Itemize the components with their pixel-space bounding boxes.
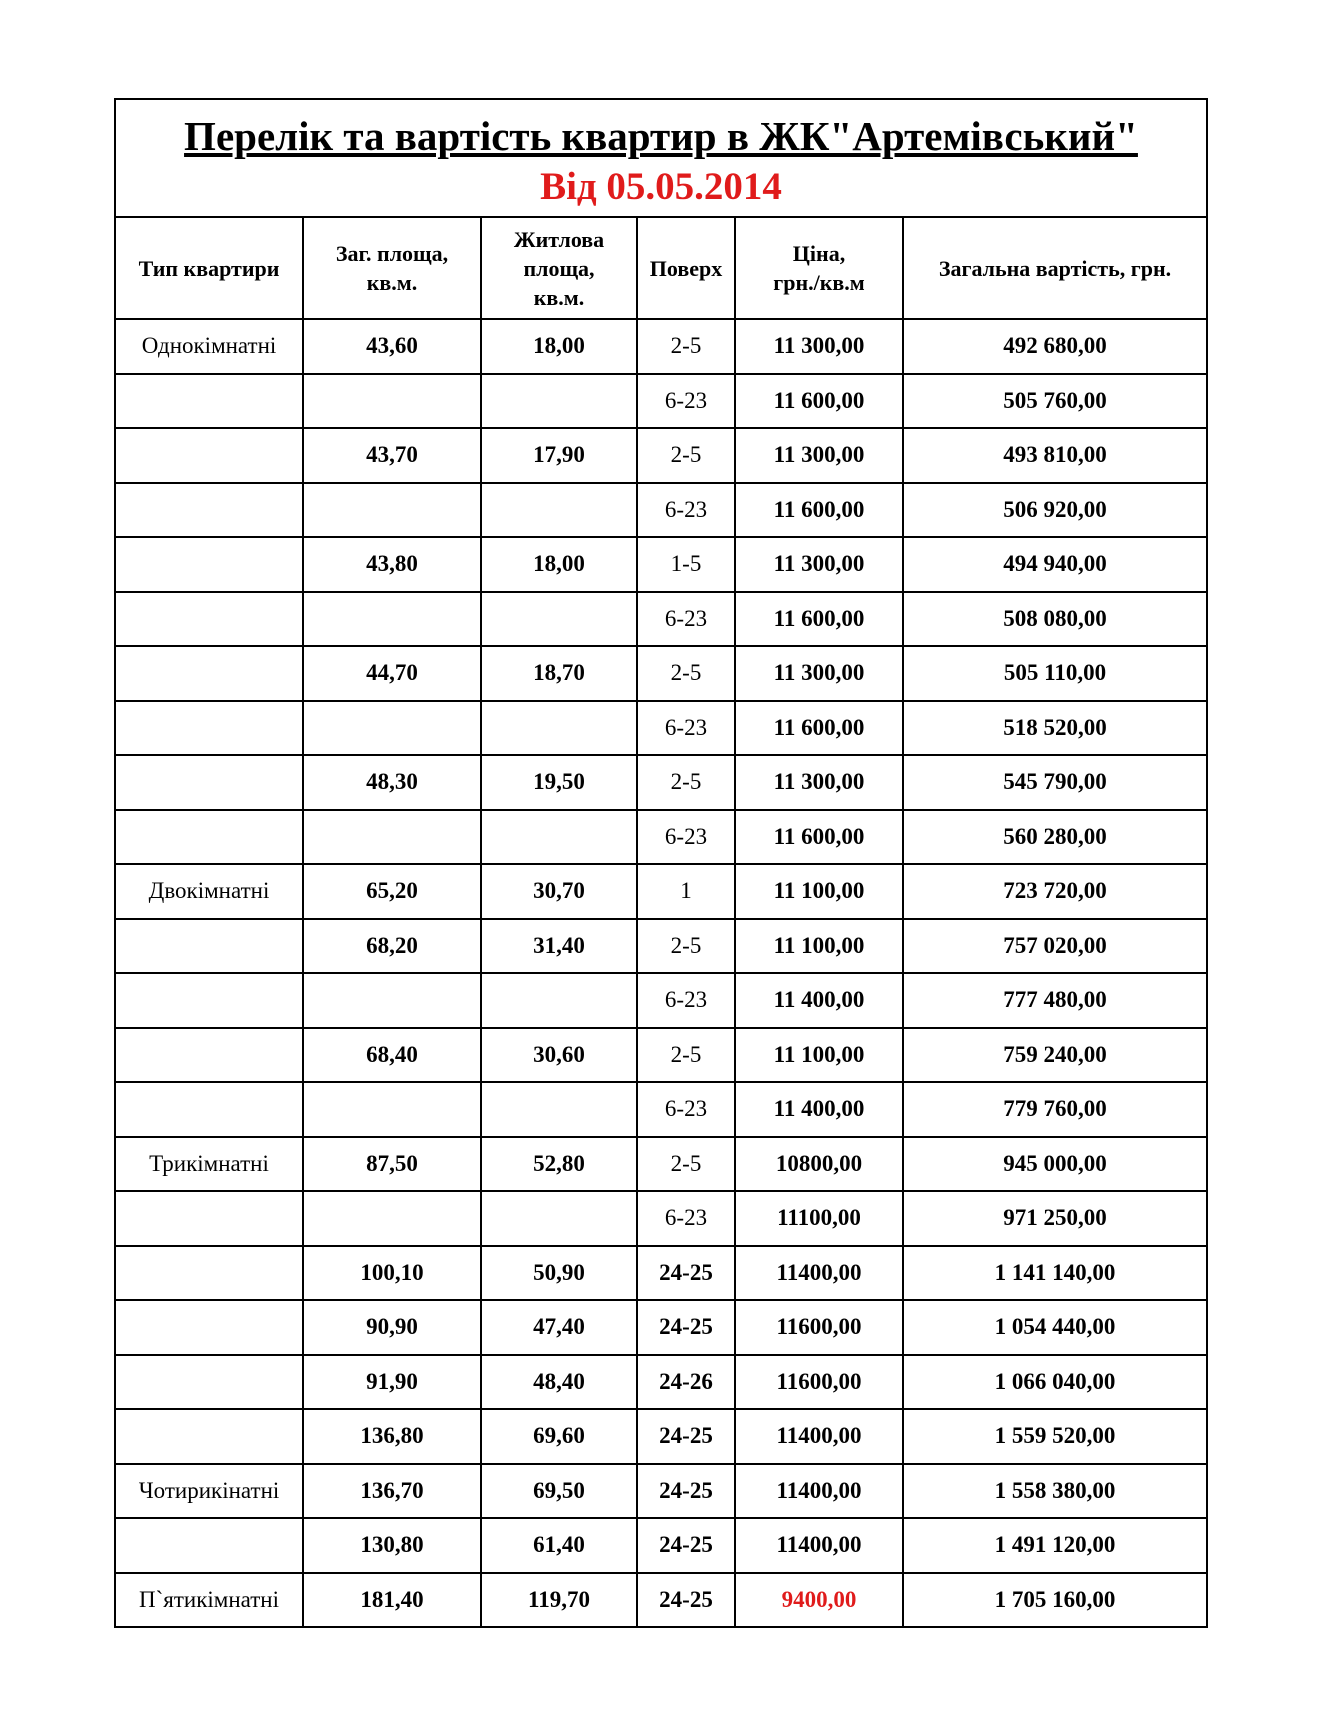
cell-total-area: 181,40 [303,1573,481,1627]
cell-floor: 2-5 [637,1028,735,1083]
cell-total-area [303,592,481,647]
cell-total-cost: 493 810,00 [903,428,1206,483]
cell-living-area: 30,70 [481,864,637,919]
cell-living-area [481,483,637,538]
table-row [116,919,1206,974]
table-row [116,374,1206,429]
cell-apartment-type [116,646,303,701]
cell-floor: 24-25 [637,1300,735,1355]
cell-apartment-type [116,1300,303,1355]
cell-total-cost: 560 280,00 [903,810,1206,865]
cell-total-area: 65,20 [303,864,481,919]
cell-floor: 2-5 [637,319,735,374]
table-row [116,319,1206,374]
cell-total-area: 136,70 [303,1464,481,1519]
cell-apartment-type [116,755,303,810]
header-floor: Поверх [637,218,735,319]
cell-floor: 6-23 [637,701,735,756]
cell-floor: 2-5 [637,755,735,810]
cell-apartment-type [116,1409,303,1464]
cell-total-area: 87,50 [303,1137,481,1192]
cell-apartment-type: Двокімнатні [116,864,303,919]
cell-floor: 6-23 [637,1191,735,1246]
cell-total-area: 44,70 [303,646,481,701]
cell-apartment-type [116,1191,303,1246]
document-title: Перелік та вартість квартир в ЖК"Артемівський" [184,113,1138,159]
cell-price: 11 100,00 [735,1028,903,1083]
table-row [116,1300,1206,1355]
cell-price: 11400,00 [735,1246,903,1301]
table-row [116,1464,1206,1519]
cell-living-area: 50,90 [481,1246,637,1301]
cell-total-cost: 1 558 380,00 [903,1464,1206,1519]
price-sheet [114,98,1208,1628]
header-price: Ціна, грн./кв.м [735,218,903,319]
cell-price: 10800,00 [735,1137,903,1192]
cell-total-cost: 777 480,00 [903,973,1206,1028]
table-row [116,1573,1206,1627]
cell-total-cost: 494 940,00 [903,537,1206,592]
cell-floor: 24-25 [637,1409,735,1464]
cell-living-area: 119,70 [481,1573,637,1627]
header-total-cost: Загальна вартість, грн. [903,218,1206,319]
cell-total-cost: 757 020,00 [903,919,1206,974]
cell-living-area [481,973,637,1028]
cell-total-cost: 505 760,00 [903,374,1206,429]
cell-floor: 6-23 [637,374,735,429]
cell-total-area: 43,70 [303,428,481,483]
cell-floor: 2-5 [637,646,735,701]
cell-price: 11100,00 [735,1191,903,1246]
cell-total-cost: 759 240,00 [903,1028,1206,1083]
cell-floor: 24-26 [637,1355,735,1410]
cell-total-cost: 505 110,00 [903,646,1206,701]
cell-floor: 24-25 [637,1573,735,1627]
cell-price: 11 400,00 [735,973,903,1028]
cell-apartment-type [116,1082,303,1137]
cell-total-area: 90,90 [303,1300,481,1355]
cell-total-area: 68,20 [303,919,481,974]
table-row [116,1355,1206,1410]
cell-living-area: 52,80 [481,1137,637,1192]
cell-total-cost: 971 250,00 [903,1191,1206,1246]
cell-apartment-type [116,1246,303,1301]
cell-apartment-type [116,701,303,756]
cell-total-area [303,483,481,538]
cell-apartment-type [116,810,303,865]
cell-living-area: 69,60 [481,1409,637,1464]
cell-floor: 2-5 [637,919,735,974]
cell-total-cost: 723 720,00 [903,864,1206,919]
cell-floor: 2-5 [637,428,735,483]
cell-living-area [481,592,637,647]
cell-living-area: 61,40 [481,1518,637,1573]
cell-living-area: 18,70 [481,646,637,701]
cell-apartment-type [116,1355,303,1410]
cell-apartment-type [116,919,303,974]
cell-total-area [303,374,481,429]
cell-living-area: 18,00 [481,537,637,592]
header-living-area: Житлова площа, кв.м. [481,218,637,319]
cell-price: 11 300,00 [735,755,903,810]
cell-living-area [481,374,637,429]
cell-floor: 6-23 [637,592,735,647]
cell-total-cost: 1 705 160,00 [994,1586,1116,1612]
cell-total-area [303,701,481,756]
cell-floor: 6-23 [637,1082,735,1137]
cell-total-area: 91,90 [303,1355,481,1410]
cell-floor: 6-23 [637,973,735,1028]
cell-apartment-type [116,1028,303,1083]
cell-floor: 24-25 [637,1464,735,1519]
cell-apartment-type [116,1518,303,1573]
cell-total-cost: 1 559 520,00 [903,1409,1206,1464]
cell-apartment-type [116,428,303,483]
cell-total-cost: 545 790,00 [903,755,1206,810]
table-row [116,1246,1206,1301]
title-block [116,100,1206,218]
table-row [116,1518,1206,1573]
cell-total-area: 43,60 [303,319,481,374]
cell-price: 11600,00 [735,1300,903,1355]
table-row [116,1409,1206,1464]
cell-total-area: 48,30 [303,755,481,810]
table-body [116,319,1206,1626]
cell-total-cost: 506 920,00 [903,483,1206,538]
cell-price: 11 600,00 [735,374,903,429]
cell-living-area: 19,50 [481,755,637,810]
cell-total-cost: 945 000,00 [903,1137,1206,1192]
cell-price: 11 300,00 [735,537,903,592]
cell-price: 11 600,00 [735,592,903,647]
table-row [116,592,1206,647]
cell-apartment-type: Однокімнатні [116,319,303,374]
cell-living-area: 30,60 [481,1028,637,1083]
cell-price: 11400,00 [735,1464,903,1519]
cell-price: 11 300,00 [735,428,903,483]
cell-total-cost: 1 491 120,00 [903,1518,1206,1573]
cell-floor: 24-25 [637,1246,735,1301]
cell-total-area [303,973,481,1028]
cell-price: 11 600,00 [735,701,903,756]
cell-total-area: 130,80 [303,1518,481,1573]
table-row [116,755,1206,810]
table-row [116,973,1206,1028]
cell-price: 11400,00 [735,1518,903,1573]
cell-living-area: 31,40 [481,919,637,974]
table-row [116,483,1206,538]
cell-floor: 6-23 [637,810,735,865]
table-row [116,646,1206,701]
cell-floor: 1 [637,864,735,919]
cell-living-area [481,810,637,865]
cell-apartment-type [116,592,303,647]
cell-total-area [303,1191,481,1246]
cell-total-area [303,1082,481,1137]
cell-apartment-type [116,374,303,429]
cell-apartment-type [116,537,303,592]
table-row [116,1137,1206,1192]
cell-price: 11 100,00 [735,919,903,974]
cell-total-area: 136,80 [303,1409,481,1464]
header-total-area: Заг. площа, кв.м. [303,218,481,319]
cell-total-area [303,810,481,865]
cell-total-cost: 492 680,00 [903,319,1206,374]
cell-apartment-type: Трикімнатні [116,1137,303,1192]
cell-price: 11 600,00 [735,483,903,538]
cell-floor: 6-23 [637,483,735,538]
cell-total-cost: 1 054 440,00 [903,1300,1206,1355]
table-row [116,810,1206,865]
table-header-row [116,218,1206,319]
document-date: Від 05.05.2014 [540,165,782,208]
cell-price: 11 400,00 [735,1082,903,1137]
cell-living-area: 18,00 [481,319,637,374]
cell-total-area: 68,40 [303,1028,481,1083]
cell-apartment-type: П`ятикімнатні [116,1573,303,1627]
cell-total-cost: 1 141 140,00 [903,1246,1206,1301]
cell-total-cost: 518 520,00 [903,701,1206,756]
cell-floor: 24-25 [637,1518,735,1573]
header-type: Тип квартири [116,218,303,319]
table-row [116,701,1206,756]
cell-apartment-type [116,483,303,538]
cell-total-cost: 508 080,00 [903,592,1206,647]
cell-living-area: 17,90 [481,428,637,483]
cell-price: 9400,00 [735,1573,903,1627]
cell-living-area: 69,50 [481,1464,637,1519]
cell-price: 11 300,00 [735,319,903,374]
cell-total-cost: 1 066 040,00 [903,1355,1206,1410]
cell-floor: 2-5 [637,1137,735,1192]
cell-living-area [481,1082,637,1137]
cell-floor: 1-5 [637,537,735,592]
cell-living-area: 47,40 [481,1300,637,1355]
apartments-table [116,218,1206,1626]
cell-apartment-type: Чотирикінатні [116,1464,303,1519]
table-row [116,1191,1206,1246]
table-row [116,428,1206,483]
cell-price: 11 600,00 [735,810,903,865]
table-row [116,864,1206,919]
table-row [116,1028,1206,1083]
cell-price: 11 300,00 [735,646,903,701]
cell-price: 11 100,00 [735,864,903,919]
cell-total-area: 100,10 [303,1246,481,1301]
cell-living-area [481,701,637,756]
table-row [116,1082,1206,1137]
cell-apartment-type [116,973,303,1028]
cell-total-cost: 779 760,00 [903,1082,1206,1137]
cell-price: 11400,00 [735,1409,903,1464]
cell-living-area: 48,40 [481,1355,637,1410]
cell-total-area: 43,80 [303,537,481,592]
table-row [116,537,1206,592]
cell-price: 11600,00 [735,1355,903,1410]
cell-living-area [481,1191,637,1246]
